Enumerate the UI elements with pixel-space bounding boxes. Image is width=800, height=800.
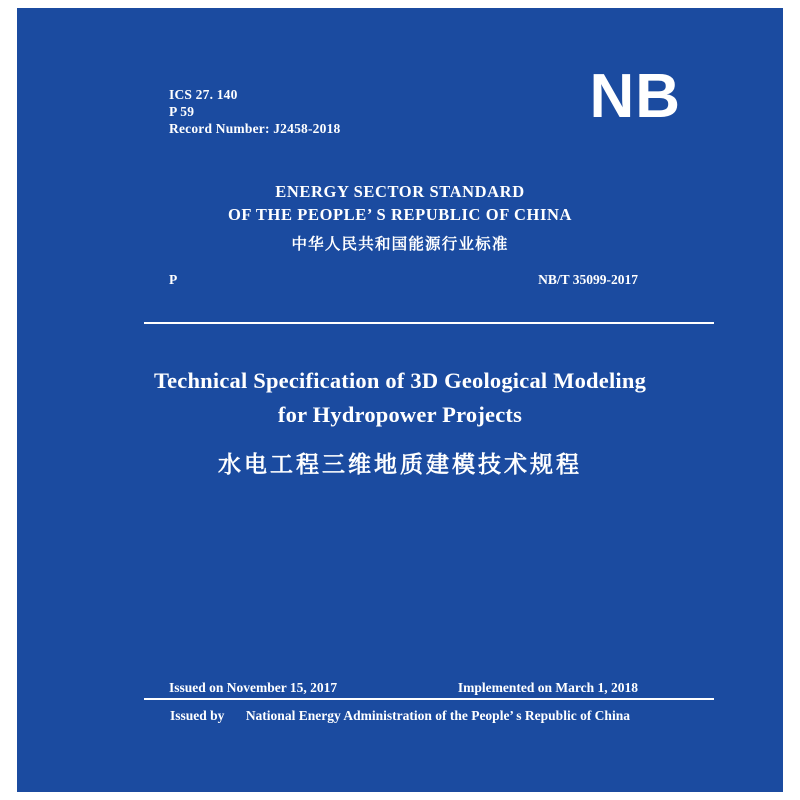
classification-code: P 59 [169, 104, 195, 119]
implemented-on-date: Implemented on March 1, 2018 [457, 680, 638, 695]
ics-identification-block [169, 86, 340, 137]
header-english-line-2: OF THE PEOPLE’ S REPUBLIC OF CHINA [227, 205, 573, 224]
issuer-row [17, 708, 783, 724]
header-english-line-1: ENERGY SECTOR STANDARD [275, 182, 525, 201]
nb-logo: NB [589, 62, 681, 131]
title-chinese: 水电工程三维地质建模技术规程 [218, 452, 582, 478]
dates-row [169, 680, 638, 696]
issued-on-date: Issued on November 15, 2017 [169, 680, 338, 695]
classification-and-code-row [169, 272, 638, 288]
title-english-line-2: for Hydropower Projects [277, 402, 523, 427]
classification-letter: P [169, 272, 178, 287]
standard-cover-page [17, 8, 783, 792]
title-block [17, 364, 783, 479]
issued-by-organization: National Energy Administration of the People’ s Republic of China [245, 708, 630, 723]
divider-bottom [144, 698, 714, 700]
issued-by-label: Issued by [170, 708, 225, 723]
divider-top [144, 322, 714, 324]
header-chinese-line: 中华人民共和国能源行业标准 [291, 235, 509, 253]
record-number: Record Number: J2458-2018 [169, 121, 341, 136]
ics-number: ICS 27. 140 [169, 87, 238, 102]
standard-number: NB/T 35099-2017 [538, 272, 638, 287]
standard-header [17, 180, 783, 254]
title-english-line-1: Technical Specification of 3D Geological Modeling [153, 368, 647, 393]
